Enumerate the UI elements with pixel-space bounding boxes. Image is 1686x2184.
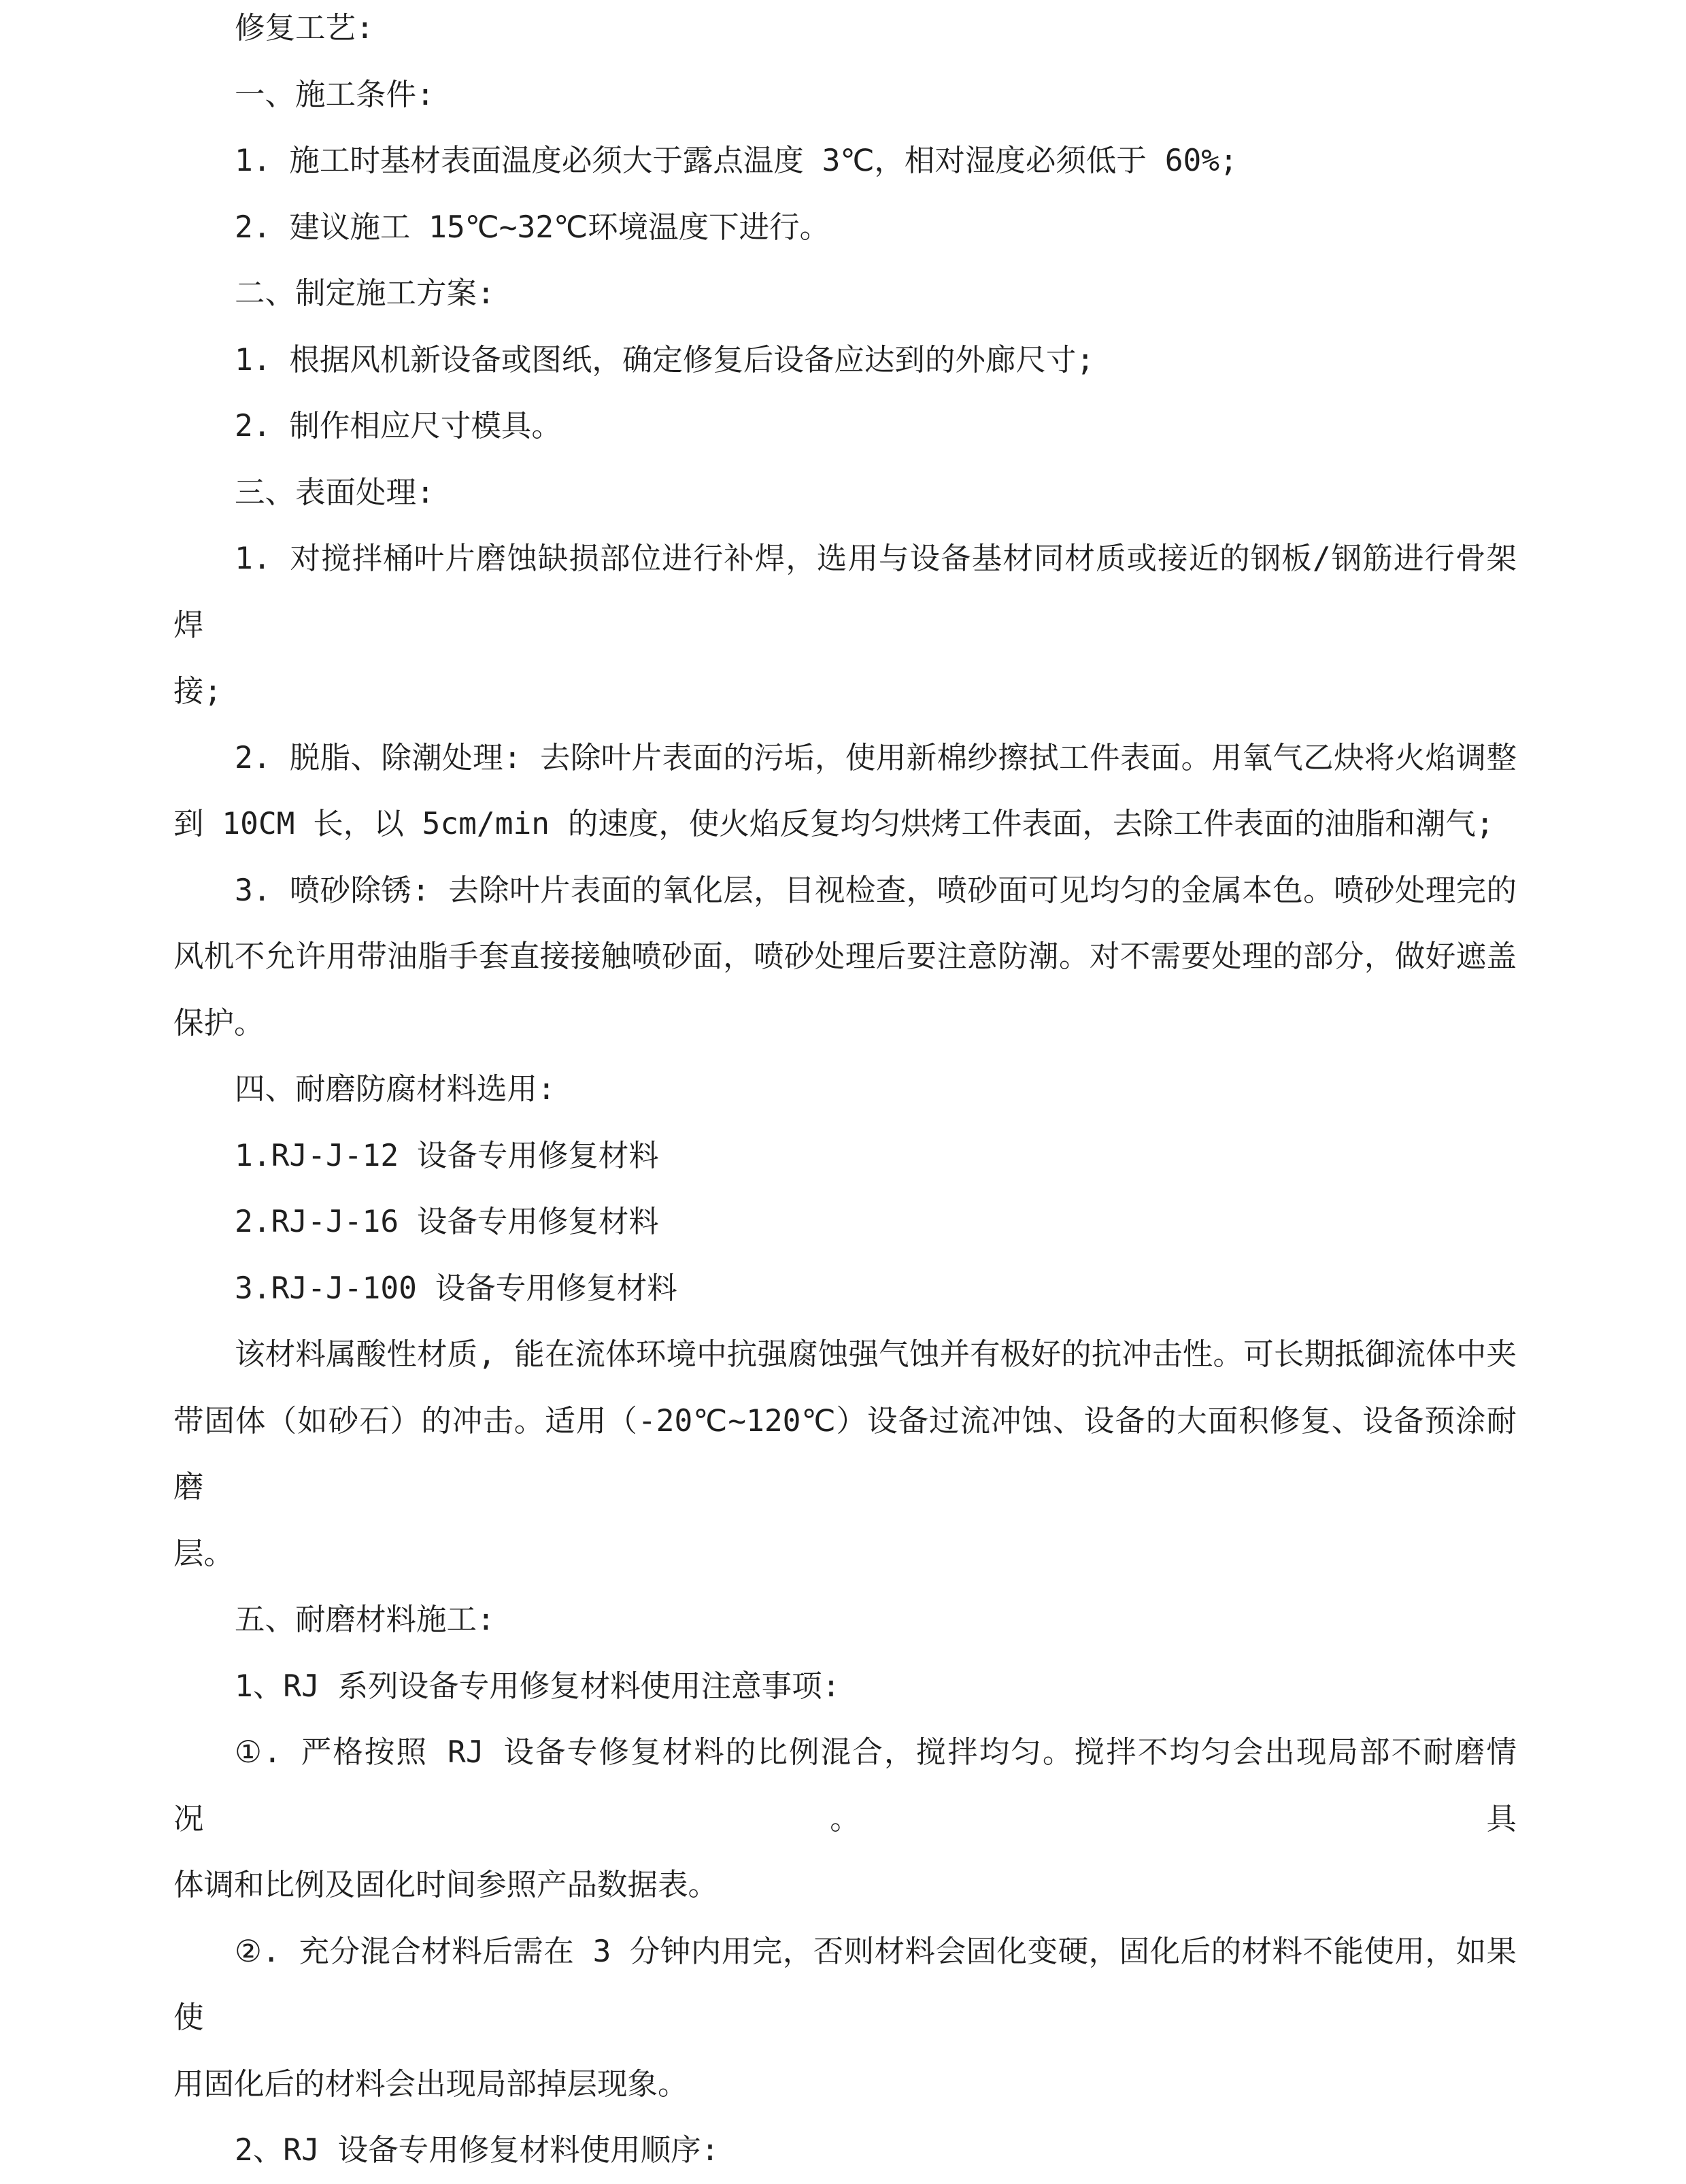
- list-item: 1.RJ-J-12 设备专用修复材料: [235, 1138, 659, 1173]
- text-line: 3. 喷砂除锈: 去除叶片表面的氧化层，目视检查，喷砂面可见均匀的金属本色。喷砂处理完的: [235, 873, 1517, 908]
- section-heading: 五、耐磨材料施工:: [235, 1602, 495, 1637]
- text-line: 体调和比例及固化时间参照产品数据表。: [173, 1868, 719, 1902]
- text-line: 层。: [173, 1536, 235, 1571]
- text-line: 该材料属酸性材质, 能在流体环境中抗强腐蚀强气蚀并有极好的抗冲击性。可长期抵御流体中夹: [235, 1337, 1517, 1372]
- section-heading: 四、耐磨防腐材料选用:: [235, 1072, 556, 1107]
- text-line: 用固化后的材料会出现局部掉层现象。: [173, 2066, 688, 2102]
- text-line: 接;: [173, 674, 222, 709]
- text-line: ②. 充分混合材料后需在 3 分钟内用完，否则材料会固化变硬，固化后的材料不能使用，如果使: [173, 1934, 1517, 2035]
- doc-title-line: 修复工艺:: [235, 11, 374, 46]
- text-line: ①. 严格按照 RJ 设备专修复材料的比例混合，搅拌均匀。搅拌不均匀会出现局部不耐磨情况。具: [173, 1735, 1517, 1836]
- list-item: 3.RJ-J-100 设备专用修复材料: [235, 1271, 677, 1306]
- text-line: 1. 对搅拌桶叶片磨蚀缺损部位进行补焊，选用与设备基材同材质或接近的钢板/钢筋进行骨架焊: [173, 541, 1517, 643]
- text-line: 2、RJ 设备专用修复材料使用顺序:: [235, 2133, 720, 2168]
- text-line: 2. 制作相应尺寸模具。: [235, 409, 562, 443]
- text-line: 1. 根据风机新设备或图纸，确定修复后设备应达到的外廊尺寸;: [235, 342, 1095, 377]
- section-heading: 二、制定施工方案:: [235, 276, 495, 311]
- text-line: 到 10CM 长，以 5cm/min 的速度，使火焰反复均匀烘烤工件表面，去除工件表面的油脂和潮气;: [173, 807, 1494, 841]
- text-line: 1. 施工时基材表面温度必须大于露点温度 3℃，相对湿度必须低于 60%;: [235, 144, 1238, 178]
- text-line: 1、RJ 系列设备专用修复材料使用注意事项:: [235, 1668, 841, 1704]
- list-item: 2.RJ-J-16 设备专用修复材料: [235, 1205, 659, 1239]
- text-line: 风机不允许用带油脂手套直接接触喷砂面，喷砂处理后要注意防潮。对不需要处理的部分，做好遮盖: [173, 939, 1517, 974]
- section-heading: 三、表面处理:: [235, 475, 435, 510]
- text-line: 保护。: [173, 1005, 265, 1041]
- text-line: 带固体（如砂石）的冲击。适用（-20℃~120℃）设备过流冲蚀、设备的大面积修复、设备预涂耐磨: [173, 1403, 1517, 1505]
- text-line: 2. 脱脂、除潮处理: 去除叶片表面的污垢，使用新棉纱擦拭工件表面。用氧气乙炔将火焰调整: [235, 740, 1517, 775]
- section-heading: 一、施工条件:: [235, 77, 435, 112]
- text-line: 2. 建议施工 15℃~32℃环境温度下进行。: [235, 209, 830, 245]
